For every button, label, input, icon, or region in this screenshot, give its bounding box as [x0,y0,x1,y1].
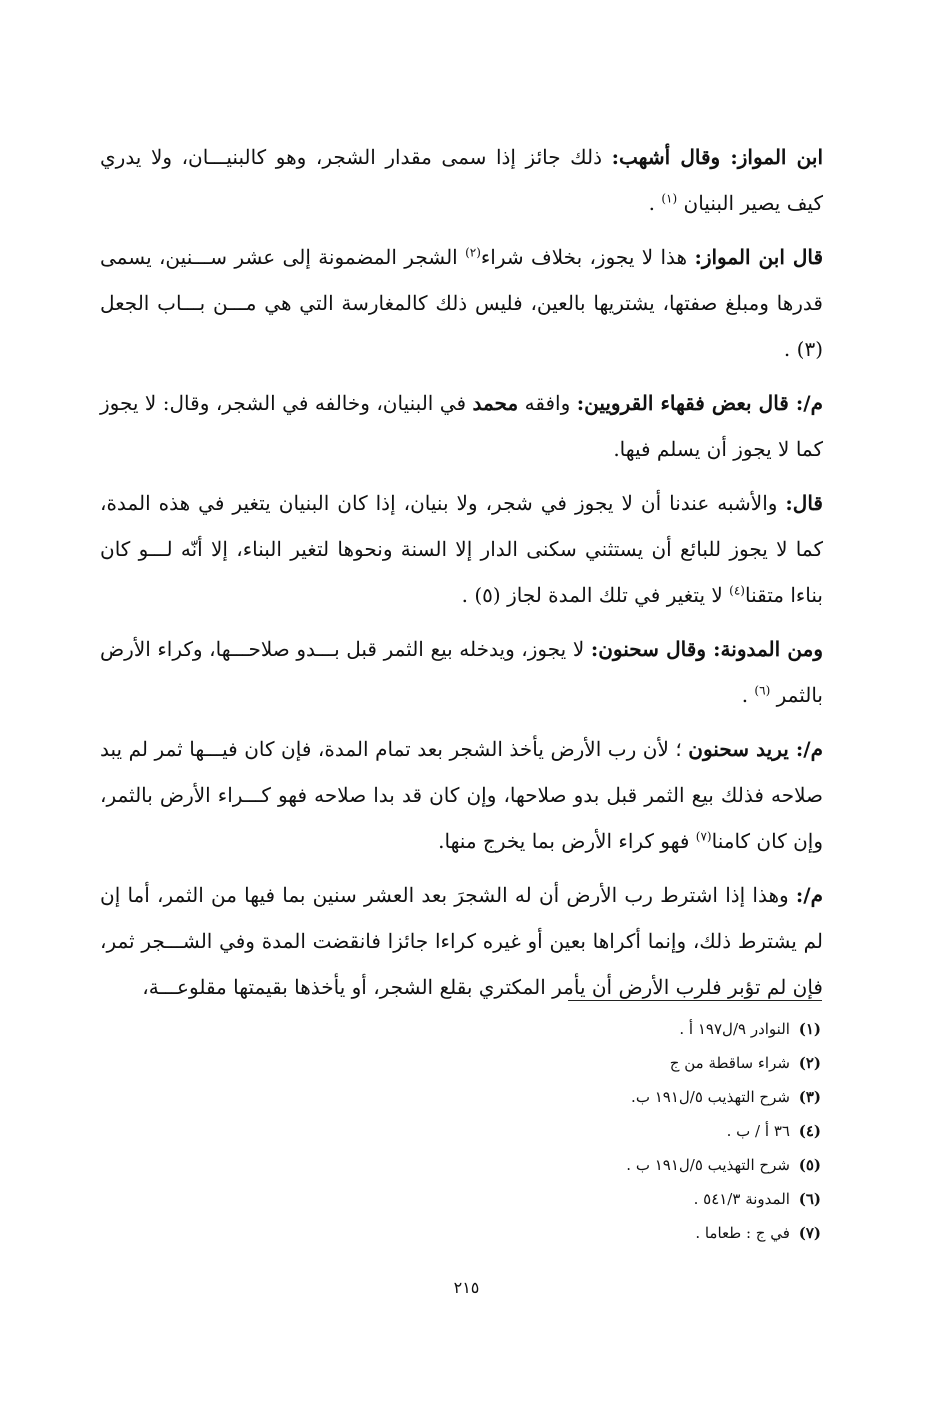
paragraph-text: وافقه [518,391,577,415]
footnote-item [321,1216,821,1250]
footnote-text: شراء ساقطة من ج [669,1054,790,1072]
paragraph-text: وهذا إذا اشترط رب الأرض أن له الشجرَ بعد العشر سنين بما فيها من الثمر، أما إن لم يشترط ذلك، وإنما أكراها بعين أو غيره كراءا جائزا فانقضت المدة وفي الشـــجر ثمر، فإن لم تؤبر فلرب الأرض أن يأمر المكتري بقلع الشجر، أو يأخذها بقيمتها مقلوعـــة، [100,883,823,999]
paragraph-lead: ومن المدونة: وقال سحنون: [590,637,823,661]
footnote-item [321,1114,821,1148]
paragraph-lead: م/: قال بعض فقهاء القرويين: [576,391,823,415]
paragraph-tail: فهو كراء الأرض بما يخرج منها. [438,829,696,853]
paragraph-2 [100,234,823,372]
paragraph-text: هذا لا يجوز، بخلاف شراء [480,245,695,269]
paragraph-lead: قال ابن المواز: [694,245,824,269]
footnote-text: المدونة ٥٤١/٣ . [693,1190,790,1208]
footnote-number: (٣) [798,1088,821,1106]
paragraph-6 [100,726,823,864]
footnote-ref: (٦) [754,683,771,698]
footnote-text: ٣٦ أ / ب . [726,1122,790,1140]
name-emphasis: محمد [472,391,519,415]
paragraph-text: والأشبه عندنا أن لا يجوز في شجر، ولا بنيان، إذا كان البنيان يتغير في هذه المدة، كما لا يجوز للبائع أن يستثني سكنى الدار إلا السنة ونحوها لتغير البناء، إلا أنّه لـــو كان بناءا متقنا [100,491,823,607]
footnote-item [321,1012,821,1046]
footnote-ref: (٤) [729,583,745,598]
footnote-text: النوادر ٩/ل١٩٧ أ . [679,1020,790,1038]
footnote-number: (٢) [798,1054,821,1072]
footnote-item [321,1080,821,1114]
paragraph-tail: . [741,683,755,707]
footnote-number: (٧) [798,1224,821,1242]
page-number: ٢١٥ [453,1278,480,1297]
paragraph-text: ؛ لأن رب الأرض يأخذ الشجر بعد تمام المدة، فإن كان فيـــها ثمر لم يبد صلاحه فذلك بيع الثمر قبل بدو صلاحها، وإن كان قد بدا صلاحه فهو كـــراء الأرض بالثمر، وإن كان كامنا [100,737,823,853]
footnote-item [321,1046,821,1080]
paragraph-text: لا يجوز، ويدخله بيع الثمر قبل بـــدو صلاحـــها، وكراء الأرض بالثمر [100,637,823,707]
footnote-divider [568,1000,822,1001]
paragraph-4 [100,480,823,618]
paragraph-lead: ابن المواز: وقال أشهب: [611,145,824,169]
paragraph-7 [100,872,823,1010]
footnotes [321,1012,821,1250]
paragraph-5 [100,626,823,718]
footnote-ref: (٢) [465,245,481,260]
paragraph-1 [100,134,823,226]
paragraph-lead: م/: [795,883,823,907]
paragraph-tail: الشجر المضمونة إلى عشر ســـنين، يسمى قدرها ومبلغ صفتها، يشتريها بالعين، فليس ذلك كالمغارسة التي هي مـــن بـــاب الجعل (٣) . [100,245,823,361]
footnote-number: (٤) [798,1122,821,1140]
paragraph-lead: قال: [785,491,823,515]
paragraph-lead: م/: يريد سحنون [688,737,823,761]
paragraph-tail: . [648,191,662,215]
footnote-text: شرح التهذيب ٥/ل١٩١ ب . [626,1156,790,1174]
paragraph-text: ذلك جائز إذا سمى مقدار الشجر، وهو كالبنيـــان، ولا يدري كيف يصير البنيان [100,145,823,215]
paragraph-tail: في البنيان، وخالفه في الشجر، وقال: لا يجوز كما لا يجوز أن يسلم فيها. [100,391,823,461]
footnote-item [321,1182,821,1216]
footnote-item [321,1148,821,1182]
footnote-text: في ج : طعاما . [695,1224,790,1242]
paragraph-3 [100,380,823,472]
paragraph-tail: لا يتغير في تلك المدة لجاز (٥) . [461,583,730,607]
footnote-text: شرح التهذيب ٥/ل١٩١ ب. [631,1088,790,1106]
footnote-number: (٥) [798,1156,821,1174]
footnote-number: (٦) [798,1190,821,1208]
footnote-number: (١) [798,1020,821,1038]
footnote-ref: (١) [661,191,678,206]
main-text [100,134,823,1018]
footnote-ref: (٧) [695,829,712,844]
